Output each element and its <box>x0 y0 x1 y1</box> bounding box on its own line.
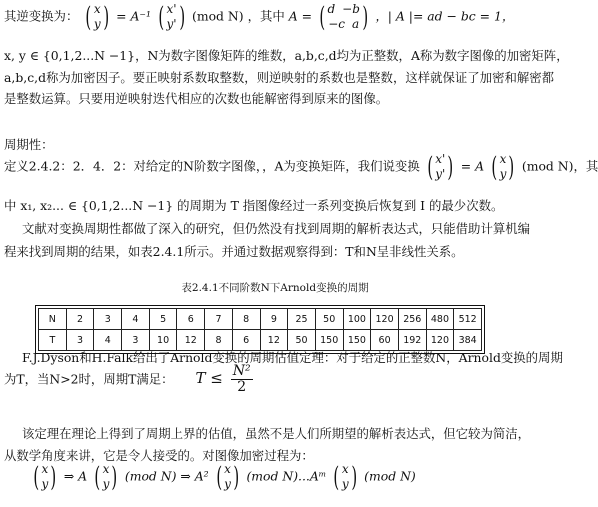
para3-line2: 为T，当N>2时，周期T满足： T ≤ $\frac{\text{N²}}{2}$ <box>4 363 251 396</box>
para2-line2: 程来找到周期的结果，如表2.4.1所示。并通过数据观察得到：T和N呈非线性关系。 <box>4 244 464 259</box>
table-cell: 120 <box>371 309 399 330</box>
table-cell: 4 <box>94 330 122 351</box>
table-cell: 480 <box>426 309 454 330</box>
inverse-matrix-symbol: A⁻¹ <box>130 8 151 24</box>
inverse-transform-line: 其逆变换为： ( x y ) = A⁻¹ ( x' y' ) (mod N) ，其中 A = ( d −b −c a ) ，| A |= ad − bc = 1， <box>4 1 515 33</box>
para1-line1: x, y ∈ {0,1,2...N −1}，N为数字图像矩阵的维数，a,b,c,d均为正整数，A称为数字图像的加密矩阵， <box>4 48 569 63</box>
table-cell: 4 <box>122 309 150 330</box>
vector-xy-prime-def: ( x' y' ) <box>427 151 454 183</box>
definition-line2: 中 x₁, x₂... ∈ {0,1,2...N −1} 的周期为 T 指图像经过一系列变换后恢复到 I 的最少次数。 <box>4 198 504 213</box>
table-cell: 8 <box>205 330 233 351</box>
table-cell: 6 <box>177 309 205 330</box>
table-cell: 150 <box>315 330 343 351</box>
table-cell: 5 <box>149 309 177 330</box>
table-cell: 12 <box>260 330 288 351</box>
table-cell: T <box>39 330 67 351</box>
para1-line2: a,b,c,d称为加密因子。要正映射系数取整数，则逆映射的系数也是整数，这样就保证了加密和解密都 <box>4 70 555 85</box>
matrix-inverse-A: ( d −b −c a ) <box>319 1 369 33</box>
table-cell: 8 <box>232 309 260 330</box>
vector-xy: ( x y ) <box>85 1 109 33</box>
table-cell: 3 <box>122 330 150 351</box>
table-cell: 7 <box>205 309 233 330</box>
period-table <box>38 308 482 351</box>
vector-xy-def: ( x y ) <box>491 151 515 183</box>
table-cell: 50 <box>288 330 316 351</box>
table-cell: 150 <box>343 330 371 351</box>
table-cell: 256 <box>398 309 426 330</box>
para4-line2: 从数学角度来讲，它是令人接受的。对图像加密过程为： <box>4 448 314 463</box>
table-cell: 25 <box>288 309 316 330</box>
encryption-chain: ( x y ) ⇒ A ( x y ) (mod N) ⇒ A² ( x y ) (mod N)...Aᵐ ( x y ) (mod N) <box>33 461 416 493</box>
table-cell: 9 <box>260 309 288 330</box>
table-cell: 6 <box>232 330 260 351</box>
section-heading-periodicity: 周期性： <box>4 137 54 152</box>
table-cell: 10 <box>149 330 177 351</box>
para2-line1: 文献对变换周期性都做了深入的研究，但仍然没有找到周期的解析表达式，只能借助计算机编 <box>22 221 531 236</box>
table-cell: 3 <box>66 330 94 351</box>
table-row <box>39 309 482 330</box>
definition-line1: 定义2.4.2：2．4．2：对给定的N阶数字图像，，A为变换矩阵，我们说变换 ( x' y' ) = A ( x y ) (mod N)，其 <box>4 151 598 183</box>
para4-line1: 该定理在理论上得到了周期上界的估值，虽然不是人们所期望的解析表达式，但它较为简洁， <box>22 426 531 441</box>
table-cell: 512 <box>454 309 482 330</box>
inverse-lead: 其逆变换为： <box>4 8 79 24</box>
inequality: T ≤ <box>195 369 223 388</box>
table-cell: N <box>39 309 67 330</box>
para3-line1: F.J.Dyson和H.Falk给出了Arnold变换的周期估值定理：对于给定的正整数N，Arnold变换的周期 <box>22 350 563 365</box>
table-cell: 3 <box>94 309 122 330</box>
table-cell: 12 <box>177 330 205 351</box>
para1-line3: 是整数运算。只要用逆映射迭代相应的次数也能解密得到原来的图像。 <box>4 91 389 106</box>
vector-xy-prime: ( x' y' ) <box>158 1 185 33</box>
table-cell: 50 <box>315 309 343 330</box>
table-cell: 384 <box>454 330 482 351</box>
fraction-n2-over-2: $\frac{\text{N²}}{2}$ <box>232 363 251 396</box>
table-cell: 60 <box>371 330 399 351</box>
determinant-condition: ，| A |= ad − bc = 1， <box>375 8 515 24</box>
table-cell: 2 <box>66 309 94 330</box>
table-cell: 192 <box>398 330 426 351</box>
table-cell: 100 <box>343 309 371 330</box>
table-cell: 120 <box>426 330 454 351</box>
table-caption: 表2.4.1不同阶数N下Arnold变换的周期 <box>181 282 369 294</box>
